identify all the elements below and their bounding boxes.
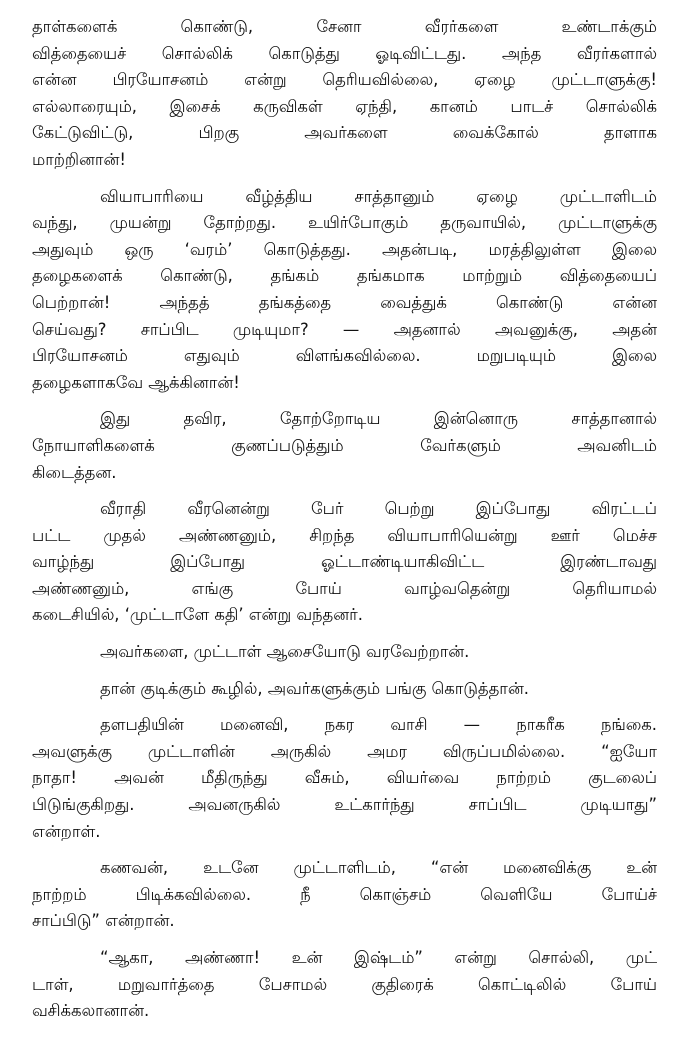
text-line: கேட்டுவிட்டு, பிறகு அவர்களை வைக்கோல் தாளாக <box>32 123 657 143</box>
text-line: “ஆகா, அண்ணா! உன் இஷ்டம்” என்று சொல்லி, முட் <box>100 948 657 967</box>
text-line: டாள், மறுவார்த்தை பேசாமல் குதிரைக் கொட்டிலில் போய் <box>32 974 657 994</box>
text-line: நோயாளிகளைக் குணப்படுத்தும் வேர்களும் அவனிடம் <box>32 435 657 455</box>
text-line: தழைகளைக் கொண்டு, தங்கம் தங்கமாக மாற்றும் வித்தையைப் <box>32 266 657 286</box>
text-line: கடைசியில், ‘முட்டாளே கதி’ என்று வந்தனர். <box>32 605 363 625</box>
paragraph <box>32 945 657 1025</box>
text-line: சாப்பிடு” என்றான். <box>32 911 175 931</box>
text-line: தாள்களைக் கொண்டு, சேனா வீரர்களை உண்டாக்கும் <box>32 17 657 36</box>
text-line: பிரயோசனம் எதுவும் விளங்கவில்லை. மறுபடியும் இலை <box>32 346 657 366</box>
paragraph <box>32 406 657 486</box>
paragraph <box>32 639 657 666</box>
text-line: அவர்களை, முட்டாள் ஆசையோடு வரவேற்றான். <box>100 642 470 662</box>
text-line: தழைகளாகவே ஆக்கினான்! <box>32 372 240 392</box>
text-line: தான் குடிக்கும் கூழில், அவர்களுக்கும் பங்கு கொடுத்தான். <box>100 678 529 698</box>
text-line: வீராதி வீரனென்று பேர் பெற்று இப்போது விரட்டப் <box>100 499 657 519</box>
text-line: பெற்றான்! அந்தத் தங்கத்தை வைத்துக் கொண்டு என்ன <box>32 292 657 312</box>
text-line: கணவன், உடனே முட்டாளிடம், “என் மனைவிக்கு உன் <box>100 858 657 878</box>
paragraph <box>32 184 657 397</box>
text-line: செய்வது? சாப்பிட முடியுமா? — அதனால் அவனுக்கு, அதன் <box>32 319 657 339</box>
paragraph <box>32 712 657 845</box>
text-line: வந்து, முயன்று தோற்றது. உயிர்போகும் தருவாயில், முட்டாளுக்கு <box>32 213 657 233</box>
text-line: நாதா! அவன் மீதிருந்து வீசும், வியர்வை நாற்றம் குடலைப் <box>32 768 657 788</box>
paragraph <box>32 14 657 174</box>
text-line: வாழ்ந்து இப்போது ஓட்டாண்டியாகிவிட்ட இரண்டாவது <box>32 552 657 572</box>
text-line: எல்லாரையும், இசைக் கருவிகள் ஏந்தி, கானம் பாடச் சொல்லிக் <box>32 96 657 116</box>
text-line: மாற்றினான்! <box>32 149 126 169</box>
text-line: வசிக்கலானான். <box>32 1001 150 1021</box>
paragraph <box>32 496 657 629</box>
text-line: தளபதியின் மனைவி, நகர வாசி — நாகரீக நங்கை. <box>100 715 657 735</box>
text-line: வியாபாரியை வீழ்த்திய சாத்தானும் ஏழை முட்டாளிடம் <box>100 186 657 206</box>
text-line: வித்தையைச் சொல்லிக் கொடுத்து ஓடிவிட்டது. அந்த வீரர்களால் <box>32 43 657 63</box>
text-line: அண்ணனும், எங்கு போய் வாழ்வதென்று தெரியாமல் <box>32 578 657 598</box>
text-line: அவளுக்கு முட்டாளின் அருகில் அமர விருப்பமில்லை. “ஐயோ <box>32 741 657 761</box>
text-line: என்ன பிரயோசனம் என்று தெரியவில்லை, ஏழை முட்டாளுக்கு! <box>32 70 657 90</box>
text-line: இது தவிர, தோற்றோடிய இன்னொரு சாத்தானால் <box>100 409 657 429</box>
text-line: என்றாள். <box>32 821 101 841</box>
paragraph <box>32 855 657 935</box>
text-line: நாற்றம் பிடிக்கவில்லை. நீ கொஞ்சம் வெளியே போய்ச் <box>32 884 657 904</box>
text-line: கிடைத்தன. <box>32 462 117 482</box>
text-line: பட்ட முதல் அண்ணனும், சிறந்த வியாபாரியென்று ஊர் மெச்ச <box>32 525 657 545</box>
text-line: அதுவும் ஒரு ‘வரம்’ கொடுத்தது. அதன்படி, மரத்திலுள்ள இலை <box>32 239 657 259</box>
paragraph <box>32 676 657 703</box>
text-line: பிடுங்குகிறது. அவனருகில் உட்கார்ந்து சாப்பிட முடியாது” <box>32 795 657 815</box>
